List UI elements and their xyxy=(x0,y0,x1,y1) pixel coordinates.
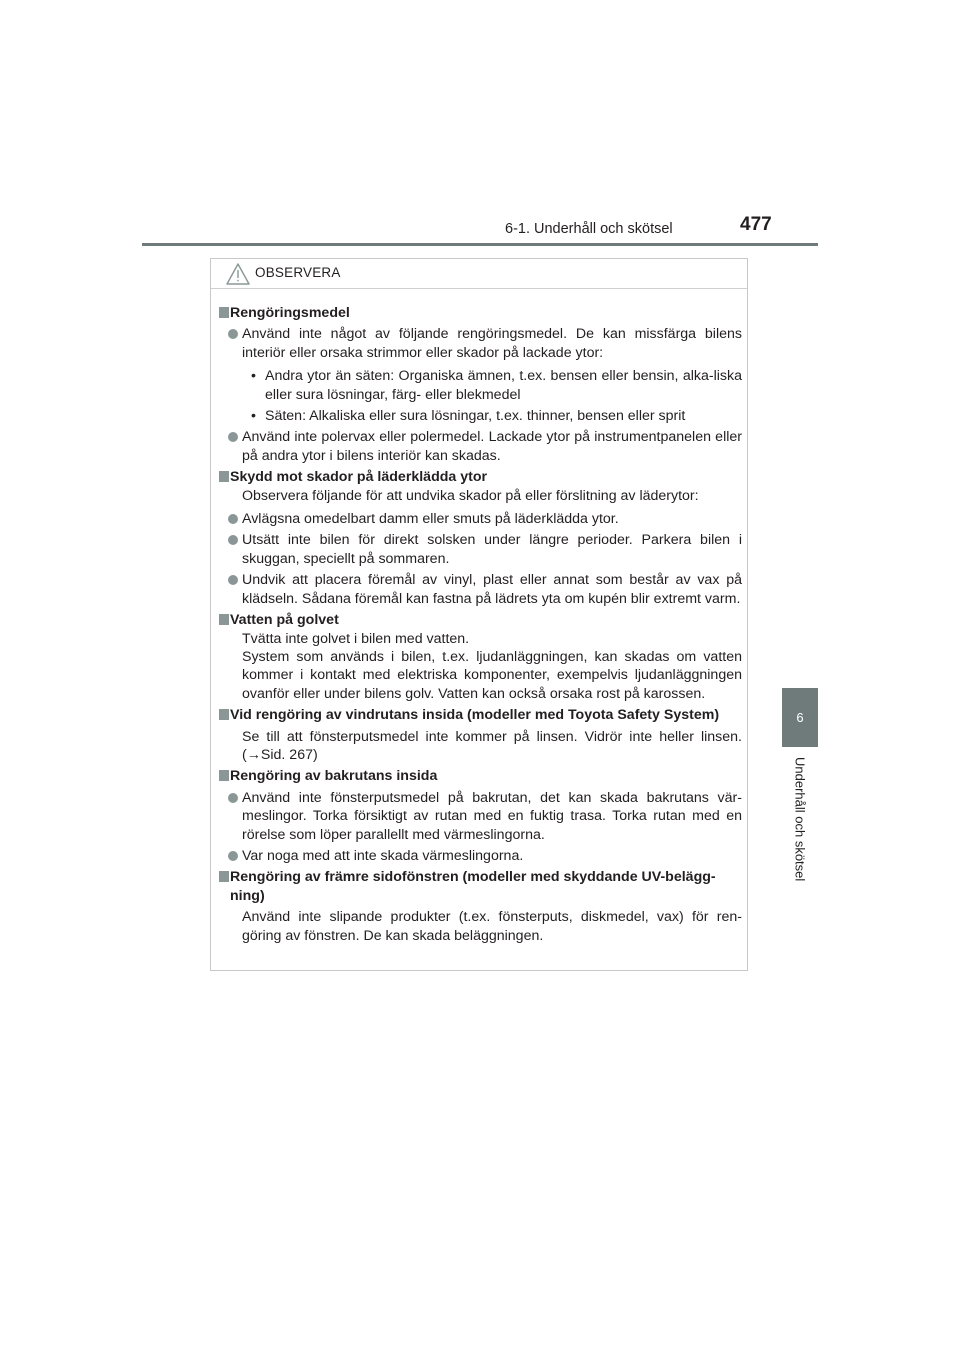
page-number: 477 xyxy=(740,214,772,235)
section-title-rear-window xyxy=(219,767,742,785)
section-title-side-windows xyxy=(219,868,742,905)
dot-marker: • xyxy=(251,368,256,385)
section-water-floor xyxy=(219,611,742,703)
section-title-cleaning-agents xyxy=(219,304,742,322)
round-bullet-icon xyxy=(228,793,238,803)
section-text: Tvätta inte golvet i bilen med vatten. xyxy=(242,630,470,647)
section-title-leather xyxy=(219,468,742,486)
section-heading: Skydd mot skador på läderklädda ytor xyxy=(230,469,488,486)
square-bullet-icon xyxy=(219,471,229,482)
square-bullet-icon xyxy=(219,709,229,720)
sub-list-item xyxy=(219,407,742,425)
round-bullet-icon xyxy=(228,329,238,339)
chapter-number: 6 xyxy=(796,710,804,725)
square-bullet-icon xyxy=(219,770,229,781)
bullet-text: Använd inte något av följande rengöringsmedel. De kan missfärga bilens interiör eller orsaka strimmor eller skador på lackade ytor: xyxy=(242,326,742,361)
section-leather-protection xyxy=(219,468,742,608)
bullet-text: Avlägsna omedelbart damm eller smuts på läderklädda ytor. xyxy=(242,511,619,528)
section-text: System som används i bilen, t.ex. ljudanläggningen, kan skadas om vatten kommer i kontakt med elektriska komponenter, exempelvis ljudanläggningen ovanför eller under bilens golv. Vatten kan också orsaka rost på karossen. xyxy=(242,648,742,702)
round-bullet-icon xyxy=(228,575,238,585)
chapter-side-label xyxy=(784,757,816,897)
notice-box xyxy=(210,258,748,971)
round-bullet-icon xyxy=(228,535,238,545)
sub-item-text: Säten: Alkaliska eller sura lösningar, t.ex. thinner, bensen eller sprit xyxy=(265,408,686,425)
list-item xyxy=(219,847,742,865)
list-item xyxy=(219,789,742,844)
sub-item-text: Andra ytor än säten: Organiska ämnen, t.ex. bensen eller bensin, alka-liska eller sura lösningar, färg- eller blekmedel xyxy=(265,368,742,403)
section-text: Se till att fönsterputsmedel inte kommer på linsen. Vidrör inte heller linsen. (→Sid. 267) xyxy=(242,728,742,763)
section-heading: Vatten på golvet xyxy=(230,612,339,629)
dot-marker: • xyxy=(251,408,256,425)
chapter-tab[interactable] xyxy=(782,688,818,747)
section-heading: Rengöringsmedel xyxy=(230,305,350,321)
list-item xyxy=(219,325,742,362)
section-cleaning-agents xyxy=(219,304,742,465)
chapter-label: Underhåll och skötsel xyxy=(792,757,808,882)
list-item xyxy=(219,510,742,528)
section-intro: Observera följande för att undvika skador på eller förslitning av läderytor: xyxy=(242,487,699,504)
header-rule xyxy=(142,243,818,246)
sub-list-item xyxy=(219,367,742,404)
list-item xyxy=(219,428,742,465)
bullet-text: Undvik att placera föremål av vinyl, plast eller annat som består av vax på klädseln. Sådana föremål kan fastna på lädrets yta om kupén blir extremt varm. xyxy=(242,572,742,607)
section-title-windshield xyxy=(219,706,742,724)
section-heading: Vid rengöring av vindrutans insida (modeller med Toyota Safety System) xyxy=(230,707,720,724)
section-windshield xyxy=(219,706,742,764)
square-bullet-icon xyxy=(219,307,229,318)
notice-body xyxy=(211,289,747,945)
round-bullet-icon xyxy=(228,851,238,861)
bullet-text: Använd inte fönsterputsmedel på bakrutan, det kan skada bakrutans vär-meslingor. Torka försiktigt av rutan med en fuktig trasa. Torka rutan med en rörelse som löper parallellt med värmeslingorna. xyxy=(242,789,742,843)
list-item xyxy=(219,531,742,568)
section-rear-window xyxy=(219,767,742,865)
notice-header xyxy=(211,259,747,289)
section-heading: Rengöring av bakrutans insida xyxy=(230,768,438,785)
bullet-text: Utsätt inte bilen för direkt solsken under längre perioder. Parkera bilen i skuggan, speciellt på sommaren. xyxy=(242,532,742,567)
warning-triangle-icon xyxy=(225,262,251,286)
section-heading: Rengöring av främre sidofönstren (modeller med skyddande UV-belägg-ning) xyxy=(230,869,716,904)
notice-label: OBSERVERA xyxy=(255,265,341,280)
section-side-windows xyxy=(219,868,742,945)
bullet-text: Var noga med att inte skada värmeslingorna. xyxy=(242,847,524,864)
round-bullet-icon xyxy=(228,432,238,442)
section-text: Använd inte slipande produkter (t.ex. fönsterputs, diskmedel, vax) för ren-göring av fönstren. De kan skada beläggningen. xyxy=(242,909,742,944)
square-bullet-icon xyxy=(219,871,229,882)
bullet-text: Använd inte polervax eller polermedel. Lackade ytor på instrumentpanelen eller på andra ytor i bilens interiör kan skadas. xyxy=(242,429,742,464)
round-bullet-icon xyxy=(228,514,238,524)
section-title-water xyxy=(219,611,742,629)
square-bullet-icon xyxy=(219,614,229,625)
section-title: 6-1. Underhåll och skötsel xyxy=(505,221,673,237)
list-item xyxy=(219,571,742,608)
